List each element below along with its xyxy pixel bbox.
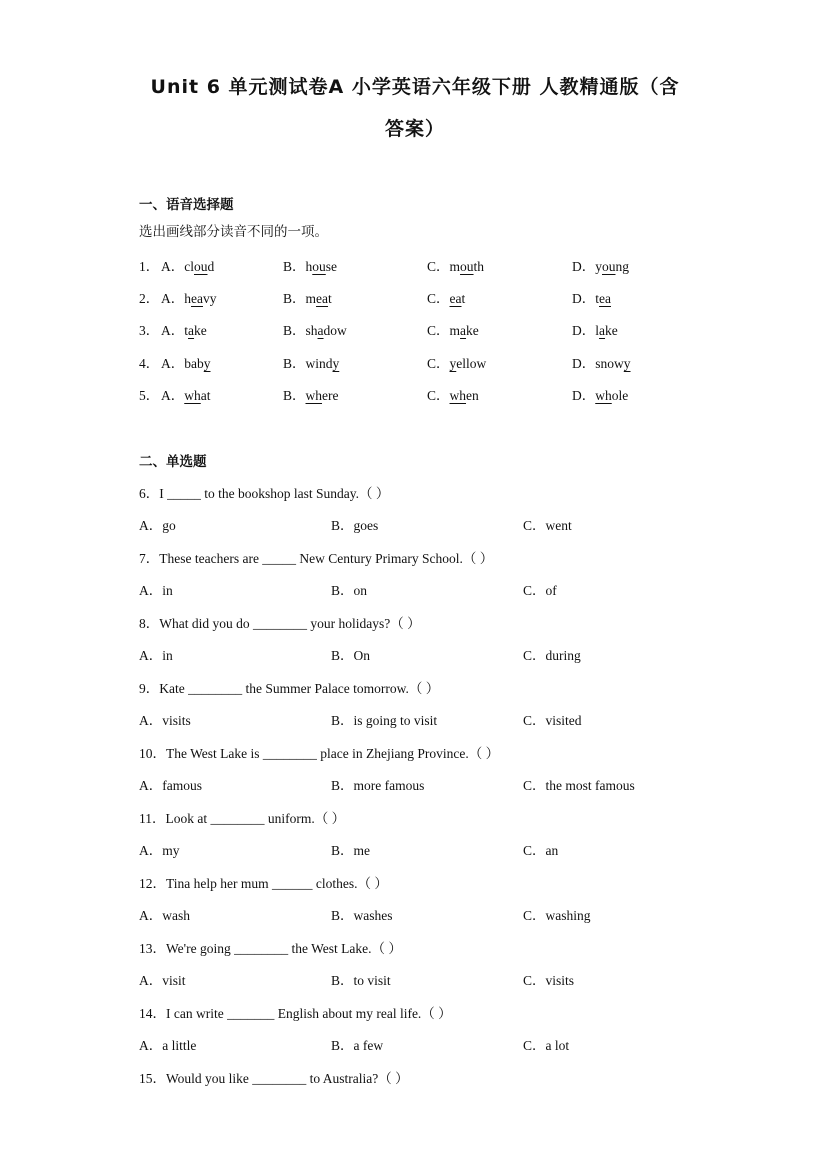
underlined-part: a <box>317 323 324 338</box>
answer-option-c: C．visited <box>523 713 582 728</box>
answer-option-c: C．the most famous <box>523 778 635 793</box>
underlined-part: ea <box>599 291 611 306</box>
page-title-line2: 答案） <box>384 118 445 140</box>
phonics-option: B．where <box>283 388 339 403</box>
question-stem: 8．What did you do ________ your holidays?（ ） <box>139 616 421 631</box>
page-title-line1: Unit 6 单元测试卷A 小学英语六年级下册 人教精通版（含 <box>150 76 680 98</box>
answer-option-c: C．during <box>523 648 581 663</box>
answer-option-b: B．to visit <box>331 973 391 988</box>
phonics-option: B．house <box>283 259 338 274</box>
underlined-part: ou <box>460 259 474 274</box>
phonics-option: D．young <box>572 259 629 274</box>
phonics-option: C．mouth <box>427 259 485 274</box>
underlined-part: ou <box>194 259 208 274</box>
phonics-option: C．make <box>427 323 479 338</box>
answer-option-b: B．more famous <box>331 778 425 793</box>
answer-option-c: C．washing <box>523 908 591 923</box>
question-stem: 7．These teachers are _____ New Century Primary School.（ ） <box>139 551 494 566</box>
question-stem: 14．I can write _______ English about my real life.（ ） <box>139 1006 452 1021</box>
underlined-part: wh <box>184 388 201 403</box>
question-number: 5． <box>139 388 160 403</box>
underlined-part: a <box>460 323 467 338</box>
answer-option-b: B．goes <box>331 518 379 533</box>
phonics-option: D．tea <box>572 291 611 306</box>
answer-option-b: B．on <box>331 583 368 598</box>
answer-option-a: A．in <box>139 583 173 598</box>
answer-option-c: C．of <box>523 583 557 598</box>
question-stem: 11．Look at ________ uniform.（ ） <box>139 811 346 826</box>
answer-option-b: B．is going to visit <box>331 713 438 728</box>
answer-option-a: A．visit <box>139 973 186 988</box>
phonics-option: D．lake <box>572 323 618 338</box>
answer-option-a: A．in <box>139 648 173 663</box>
question-stem: 12．Tina help her mum ______ clothes.（ ） <box>139 876 388 891</box>
question-stem: 13．We're going ________ the West Lake.（ ） <box>139 941 402 956</box>
question-number: 1． <box>139 259 160 274</box>
question-stem: 10．The West Lake is ________ place in Zhejiang Province.（ ） <box>139 746 500 761</box>
answer-option-a: A．a little <box>139 1038 197 1053</box>
underlined-part: a <box>599 323 606 338</box>
underlined-part: y <box>203 356 211 371</box>
phonics-option: C．yellow <box>427 356 487 371</box>
section1-heading: 一、语音选择题 <box>139 197 234 213</box>
phonics-option: D．snowy <box>572 356 631 371</box>
section1-instruction: 选出画线部分读音不同的一项。 <box>139 224 328 240</box>
underlined-part: ou <box>312 259 326 274</box>
phonics-option: A．what <box>161 388 211 403</box>
underlined-part: a <box>188 323 195 338</box>
underlined-part: wh <box>449 388 467 403</box>
answer-option-c: C．went <box>523 518 572 533</box>
underlined-part: y <box>332 356 340 371</box>
phonics-option: B．meat <box>283 291 332 306</box>
answer-option-c: C．a lot <box>523 1038 570 1053</box>
answer-option-c: C．an <box>523 843 559 858</box>
underlined-part: wh <box>595 388 612 403</box>
answer-option-a: A．visits <box>139 713 191 728</box>
question-stem: 6．I _____ to the bookshop last Sunday.（ ） <box>139 486 390 501</box>
answer-option-a: A．my <box>139 843 180 858</box>
answer-option-b: B．me <box>331 843 370 858</box>
phonics-option: A．cloud <box>161 259 215 274</box>
phonics-option: A．baby <box>161 356 211 371</box>
underlined-part: y <box>449 356 457 371</box>
phonics-option: B．windy <box>283 356 340 371</box>
underlined-part: ea <box>191 291 203 306</box>
phonics-option: C．eat <box>427 291 466 306</box>
question-number: 2． <box>139 291 160 306</box>
answer-option-b: B．On <box>331 648 371 663</box>
answer-option-b: B．a few <box>331 1038 384 1053</box>
phonics-option: A．take <box>161 323 207 338</box>
phonics-option: B．shadow <box>283 323 347 338</box>
phonics-option: D．whole <box>572 388 629 403</box>
answer-option-a: A．wash <box>139 908 190 923</box>
underlined-part: y <box>623 356 631 371</box>
underlined-part: ea <box>449 291 462 306</box>
question-stem: 9．Kate ________ the Summer Palace tomorrow.（ ） <box>139 681 440 696</box>
underlined-part: wh <box>305 388 323 403</box>
underlined-part: ea <box>316 291 329 306</box>
answer-option-b: B．washes <box>331 908 393 923</box>
answer-option-c: C．visits <box>523 973 575 988</box>
underlined-part: ou <box>602 259 616 274</box>
answer-option-a: A．famous <box>139 778 202 793</box>
answer-option-a: A．go <box>139 518 176 533</box>
question-number: 4． <box>139 356 160 371</box>
question-stem: 15．Would you like ________ to Australia?（ ） <box>139 1071 409 1086</box>
phonics-option: A．heavy <box>161 291 217 306</box>
section2-heading: 二、单选题 <box>139 454 207 470</box>
question-number: 3． <box>139 323 160 338</box>
phonics-option: C．when <box>427 388 479 403</box>
